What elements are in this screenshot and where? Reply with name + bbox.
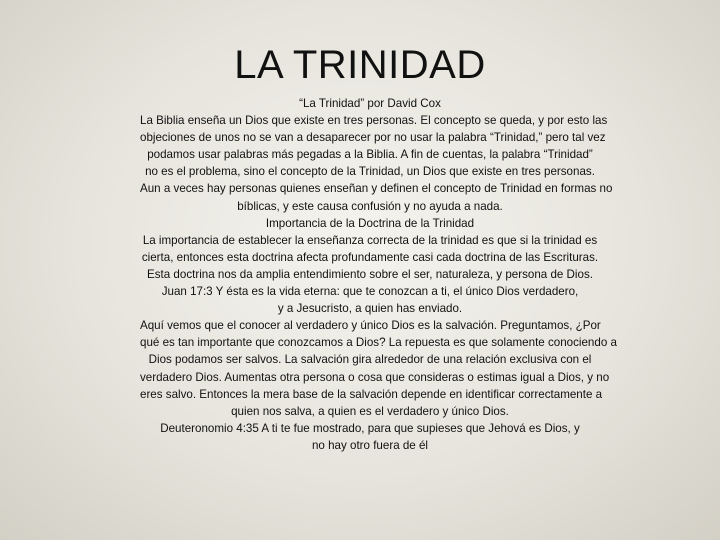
text-line: quien nos salva, a quien es el verdadero y único Dios. (231, 404, 509, 418)
text-line: cierta, entonces esta doctrina afecta profundamente casi cada doctrina de las Escrituras. (141, 250, 599, 264)
scripture-line: Juan 17:3 Y ésta es la vida eterna: que te conozcan a ti, el único Dios verdadero, (161, 285, 579, 299)
scripture-line: y a Jesucristo, a quien has enviado. (277, 302, 463, 316)
text-line: bíblicas, y este causa confusión y no ayuda a nada. (237, 199, 503, 213)
text-line: Aquí vemos que el conocer al verdadero y único Dios es la salvación. Preguntamos, ¿Por (140, 319, 601, 333)
text-line: Aun a veces hay personas quienes enseñan y definen el concepto de Trinidad en formas no (140, 182, 613, 196)
text-line: qué es tan importante que conozcamos a Dios? La repuesta es que solamente conociendo a (140, 336, 617, 350)
text-line: eres salvo. Entonces la mera base de la salvación depende en identificar correctamente a (140, 387, 603, 401)
text-line: objeciones de unos no se van a desaparecer por no usar la palabra “Trinidad,” pero tal vez (140, 131, 606, 145)
text-line: La importancia de establecer la enseñanza correcta de la trinidad es que si la trinidad es (142, 233, 598, 247)
text-line: “La Trinidad” por David Cox (299, 97, 441, 110)
slide-title: LA TRINIDAD (234, 43, 486, 87)
scripture-line: no hay otro fuera de él (311, 438, 429, 452)
scripture-line: Deuteronomio 4:35 A ti te fue mostrado, para que supieses que Jehová es Dios, y (160, 421, 580, 435)
text-line: verdadero Dios. Aumentas otra persona o cosa que consideras o estimas igual a Dios, y no (140, 370, 610, 384)
text-line: no es el problema, sino el concepto de la Trinidad, un Dios que existe en tres personas. (145, 165, 595, 179)
section-heading: Importancia de la Doctrina de la Trinidad (265, 216, 475, 230)
text-line: Dios podamos ser salvos. La salvación gira alrededor de una relación exclusiva con el (148, 353, 592, 367)
text-line: Esta doctrina nos da amplia entendimiento sobre el ser, naturaleza, y persona de Dios. (147, 267, 593, 281)
text-line: podamos usar palabras más pegadas a la Biblia. A fin de cuentas, la palabra “Trinidad” (147, 148, 593, 162)
slide-body (140, 95, 617, 454)
text-line: La Biblia enseña un Dios que existe en tres personas. El concepto se queda, y por esto las (140, 114, 608, 128)
